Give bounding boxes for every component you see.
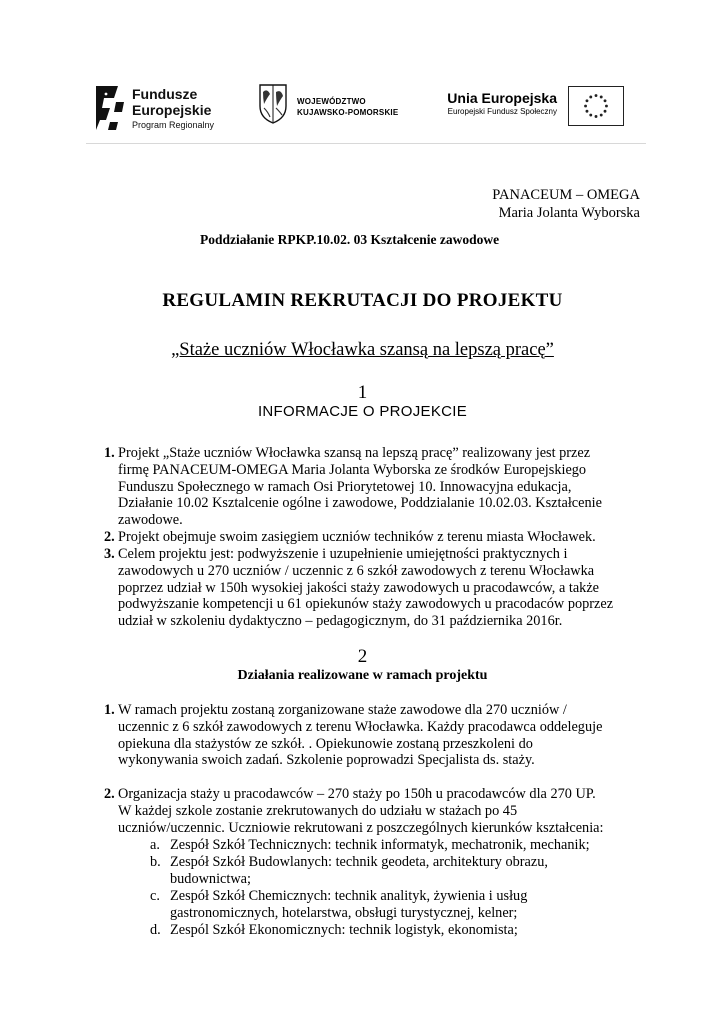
sub-c-line: gastronomicznych, hotelarstwa, obsługi turystycznej, kelner; [170,904,518,921]
s1-item3-line: poprzez udział w 150h wysokiej jakości staży zawodowych u pracodawców, a także [118,579,600,596]
project-title: „Staże uczniów Włocławka szansą na lepszą pracę” [171,340,554,360]
document-title: REGULAMIN REKRUTACJI DO PROJEKTU [162,290,563,311]
s2-item1-line: wykonywania swoich zadań. Szkolenie poprowadzi Specjalista ds. staży. [118,752,535,769]
section2-heading: Działania realizowane w ramach projektu [237,668,488,683]
s1-item3-line: Celem projektu jest: podwyższenie i uzupełnienie umiejętności praktycznych i [118,546,568,562]
s1-item2-number: 2. [104,529,115,545]
s2-item1-line: opiekuna dla stażystów ze szkół. . Opiekunowie zostaną przeszkoleni do [118,735,533,752]
sub-b-line: budownictwa; [170,870,251,887]
header-divider [86,143,646,144]
sub-a-label: a. [150,837,160,853]
subtitle: Poddziałanie RPKP.10.02. 03 Kształcenie zawodowe [200,232,500,247]
sub-d-line: Zespól Szkół Ekonomicznych: technik logistyk, ekonomista; [170,922,518,938]
s1-item3-number: 3. [104,546,115,562]
fundusze-europejskie-mark-icon [96,82,126,130]
s1-item1-line: Działanie 10.02 Ksztalcenie ogólne i zawodowe, Poddzialanie 10.02.03. Kształcenie [118,495,602,512]
sub-b [170,854,638,888]
eu-flag-icon [568,86,624,126]
logo-fundusze-europejskie [96,80,236,132]
s2-item1-line: W ramach projektu zostaną zorganizowane staże zawodowe dla 270 uczniów / [118,702,567,718]
sub-c-label: c. [150,888,160,904]
section1-number: 1 [357,382,368,403]
s1-item2-line: Projekt obejmuje swoim zasięgiem uczniów techników z terenu miasta Włocławek. [118,529,596,545]
sub-c-line: Zespół Szkół Chemicznych: technik analityk, żywienia i usług [170,888,528,904]
s2-item2-number: 2. [104,786,115,802]
s2-item1-line: uczennic z 6 szkół zawodowych z terenu Włocławka. Każdy pracodawca oddeleguje [118,718,603,735]
s2-item2-line: uczniów/uczennic. Uczniowie rekrutowani z poszczególnych kierunków kształcenia: [118,819,604,836]
s1-item1-line: firmę PANACEUM-OMEGA Maria Jolanta Wyborska ze środków Europejskiego [118,461,587,478]
s1-item3-line: podwyższanie kompetencji u 61 opiekunów staży zawodowych u pracodaców poprzez [118,596,614,613]
logo2-line1: WOJEWÓDZTWO [297,97,366,106]
coat-of-arms-icon [259,84,287,124]
sub-b-label: b. [150,854,161,870]
s2-item1 [118,702,638,769]
logo-wojewodztwo [259,84,409,130]
logo2-line2: KUJAWSKO-POMORSKIE [297,108,399,117]
s1-item1-number: 1. [104,445,115,461]
sub-d-label: d. [150,922,161,938]
sub-c [170,888,638,922]
s1-item1-line: zawodowe. [118,512,183,529]
s2-item2-line: Organizacja staży u pracodawców – 270 staży po 150h u pracodawców dla 270 UP. [118,786,596,802]
s1-item1 [118,445,638,529]
sub-d [170,922,638,939]
s1-item3 [118,546,638,630]
logo-unia-europejska [432,86,632,126]
s1-item3-line: udział w szkoleniu dydaktyczno – pedagogicznym, do 31 października 2016r. [118,613,563,630]
s2-item1-number: 1. [104,702,115,718]
section2-number: 2 [357,646,368,667]
s2-item2-line: W każdej szkole zostanie zrekrutowanych do udziału w stażach po 45 [118,802,518,819]
s2-item2 [118,786,638,836]
s1-item1-line: Projekt „Staże uczniów Włocławka szansą na lepszą pracę” realizowany jest przez [118,445,591,461]
logo1-line1: Fundusze [132,86,198,102]
s1-item2 [118,529,638,546]
author-company: PANACEUM – OMEGA [492,187,640,203]
s1-item1-line: Funduszu Społecznego w ramach Osi Priorytetowej 10. Innowacyjna edukacja, [118,478,572,495]
sub-a-line: Zespół Szkół Technicznych: technik informatyk, mechatronik, mechanik; [170,837,590,853]
section1-heading: INFORMACJE O PROJEKCIE [257,403,468,420]
logo1-line3: Program Regionalny [132,120,215,130]
author-person: Maria Jolanta Wyborska [498,205,640,221]
sub-b-line: Zespół Szkół Budowlanych: technik geodeta, architektury obrazu, [170,854,548,870]
logo3-line1: Unia Europejska [447,90,557,106]
sub-a [170,837,638,854]
s1-item3-line: zawodowych u 270 uczniów / uczennic z 6 szkół zawodowych z terenu Włocławka [118,562,595,579]
logo1-line2: Europejskie [132,102,212,118]
logo3-line2: Europejski Fundusz Społeczny [447,107,557,116]
